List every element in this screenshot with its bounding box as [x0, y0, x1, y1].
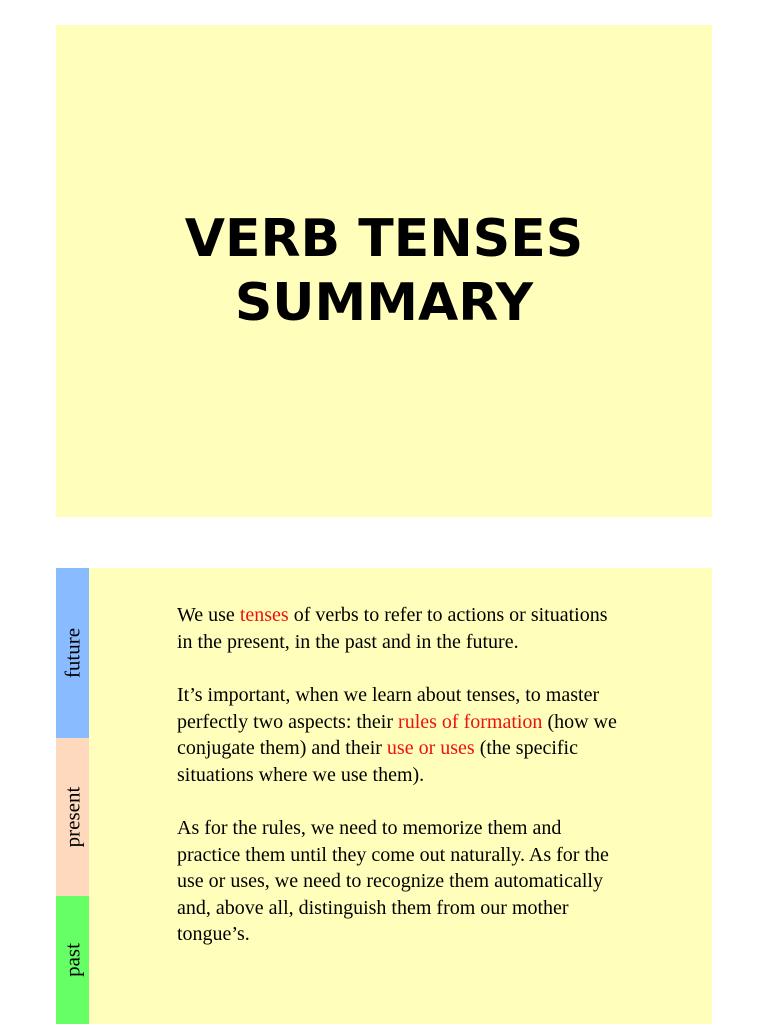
paragraph-3-text: As for the rules, we need to memorize them and practice them until they come out naturally. As for the use or uses, we need to recognize them automatically and, above all, distinguish them from our mother tongue’s.	[177, 817, 609, 945]
title-line-2: SUMMARY	[234, 273, 534, 333]
side-tab-past-label: past	[60, 943, 84, 977]
paragraph-3	[177, 815, 617, 948]
page-title	[185, 207, 583, 335]
paragraph-1-text-c: of verbs to refer to actions or situations in the present, in the past and in the future.	[177, 604, 608, 653]
side-tab-present-label: present	[60, 786, 84, 848]
paragraph-1	[177, 602, 617, 655]
highlight-use-or-uses: use or uses	[386, 737, 475, 759]
side-tab-future-label: future	[60, 627, 84, 679]
body-text	[177, 602, 617, 975]
paragraph-2	[177, 682, 617, 788]
content-slide	[56, 568, 712, 1024]
highlight-rules-of-formation: rules of formation	[398, 710, 543, 733]
paragraph-1-text-a: We use	[177, 604, 240, 626]
paragraph-2-text-a: It’s important, when we learn about tenses, to master perfectly two aspects: their	[177, 684, 600, 733]
title-line-1: VERB TENSES	[184, 209, 584, 269]
side-tab-present	[56, 738, 89, 896]
side-tab-past	[56, 896, 89, 1024]
paragraph-2-text-c: (how we conjugate them) and their	[177, 710, 617, 759]
paragraph-2-text-e: (the specific situations where we use them).	[177, 737, 578, 786]
title-slide	[56, 25, 712, 517]
side-tab-future	[56, 568, 89, 738]
highlight-tenses: tenses	[239, 604, 289, 626]
